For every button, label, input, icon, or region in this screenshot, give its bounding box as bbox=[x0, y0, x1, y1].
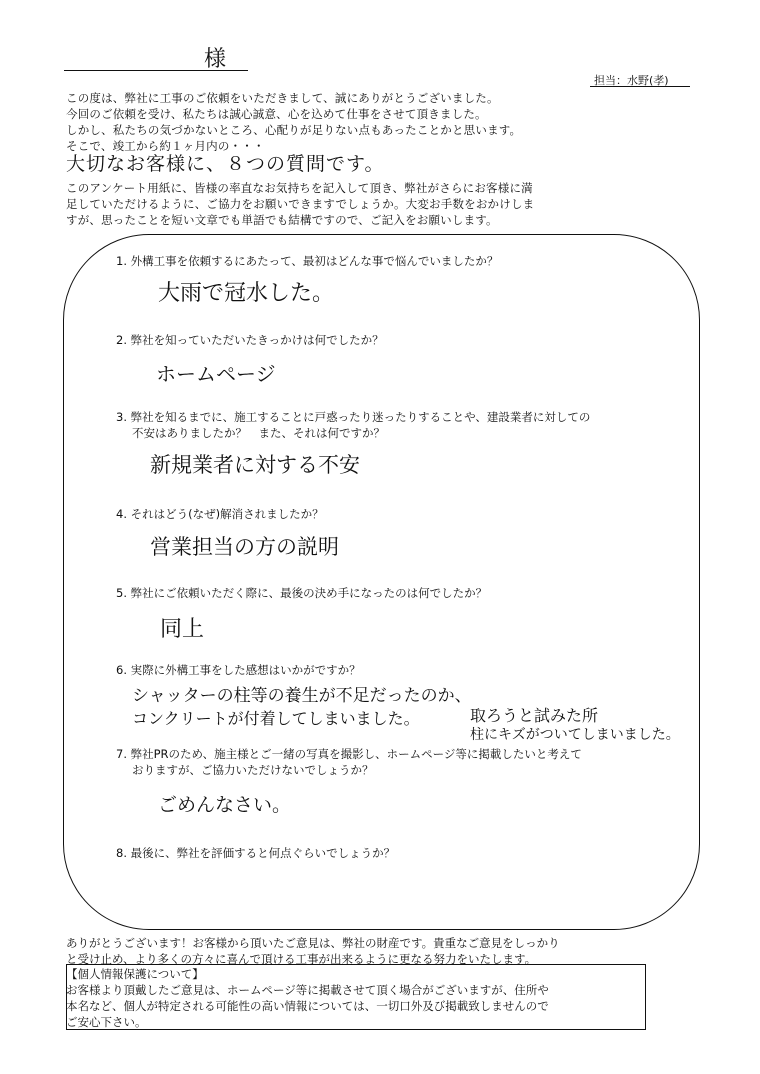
honorific: 様 bbox=[204, 47, 227, 72]
answer-6-line1: シャッターの柱等の養生が不足だったのか、 bbox=[132, 686, 472, 706]
answer-1: 大雨で冠水した。 bbox=[158, 281, 335, 306]
answer-6-line2: コンクリートが付着してしまいました。 bbox=[132, 709, 420, 728]
staff-underline bbox=[590, 86, 690, 87]
question-8: 8. 最後に、弊社を評価すると何点ぐらいでしょうか？ bbox=[116, 846, 396, 860]
question-3: 3. 弊社を知るまでに、施工することに戸惑ったり迷ったりすることや、建設業者に対しての bbox=[116, 410, 591, 424]
thanks-line: と受け止め、より多くの方々に喜んで頂ける工事が出来るように更なる努力をいたします。 bbox=[66, 952, 537, 966]
customer-name-line bbox=[64, 70, 248, 71]
headline: 大切なお客様に、８つの質問です。 bbox=[66, 153, 385, 175]
answer-6-line4: 柱にキズがついてしまいました。 bbox=[470, 727, 680, 743]
privacy-line: ご安心下さい。 bbox=[66, 1015, 147, 1029]
question-7: 7. 弊社PRのため、施主様とご一緒の写真を撮影し、ホームページ等に掲載したいと考えて bbox=[116, 747, 582, 761]
question-2: 2. 弊社を知っていただいたきっかけは何でしたか？ bbox=[116, 333, 384, 347]
intro-body-line: すが、思ったことを短い文章でも単語でも結構ですので、ご記入をお願いします。 bbox=[66, 213, 498, 227]
privacy-title: 【個人情報保護について】 bbox=[66, 967, 204, 981]
answer-7: ごめんなさい。 bbox=[158, 794, 292, 816]
question-1: 1. 外構工事を依頼するにあたって、最初はどんな事で悩んでいましたか？ bbox=[116, 254, 499, 268]
privacy-line: お客様より頂戴したご意見は、ホームページ等に掲載させて頂く場合がございますが、住所や bbox=[66, 983, 549, 997]
intro-body-line: 足していただけるように、ご協力をお願いできますでしょうか。大変お手数をおかけしま bbox=[66, 197, 535, 211]
question-4: 4. それはどう(なぜ)解消されましたか？ bbox=[116, 507, 324, 521]
question-5: 5. 弊社にご依頼いただく際に、最後の決め手になったのは何でしたか？ bbox=[116, 586, 488, 600]
intro-line: しかし、私たちの気づかないところ、心配りが足りない点もあったことかと思います。 bbox=[66, 123, 522, 137]
answer-2: ホームページ bbox=[156, 362, 276, 386]
question-3-line2: 不安はありましたか？ また、それは何ですか？ bbox=[132, 426, 385, 440]
question-6: 6. 実際に外構工事をした感想はいかがですか？ bbox=[116, 663, 361, 677]
staff-label: 担当：水野(孝) bbox=[594, 74, 669, 87]
answer-6-line3: 取ろうと試みた所 bbox=[470, 706, 599, 725]
thanks-line: ありがとうございます！お客様から頂いたご意見は、弊社の財産です。貴重なご意見をしっかり bbox=[66, 936, 560, 950]
intro-body-line: このアンケート用紙に、皆様の率直なお気持ちを記入して頂き、弊社がさらにお客様に満 bbox=[66, 181, 533, 195]
privacy-line: 本名など、個人が特定される可能性の高い情報については、一切口外及び掲載致しませんので bbox=[66, 999, 549, 1013]
answer-5: 同上 bbox=[160, 617, 205, 642]
answer-4: 営業担当の方の説明 bbox=[150, 535, 339, 559]
question-7-line2: おりますが、ご協力いただけないでしょうか？ bbox=[132, 763, 374, 777]
answer-3: 新規業者に対する不安 bbox=[150, 453, 360, 477]
intro-line: そこで、竣工から約１ヶ月内の・・・ bbox=[66, 139, 265, 153]
intro-line: 今回のご依頼を受け、私たちは誠心誠意、心を込めて仕事をさせて頂きました。 bbox=[66, 107, 487, 121]
intro-line: この度は、弊社に工事のご依頼をいただきまして、誠にありがとうございました。 bbox=[66, 91, 499, 105]
